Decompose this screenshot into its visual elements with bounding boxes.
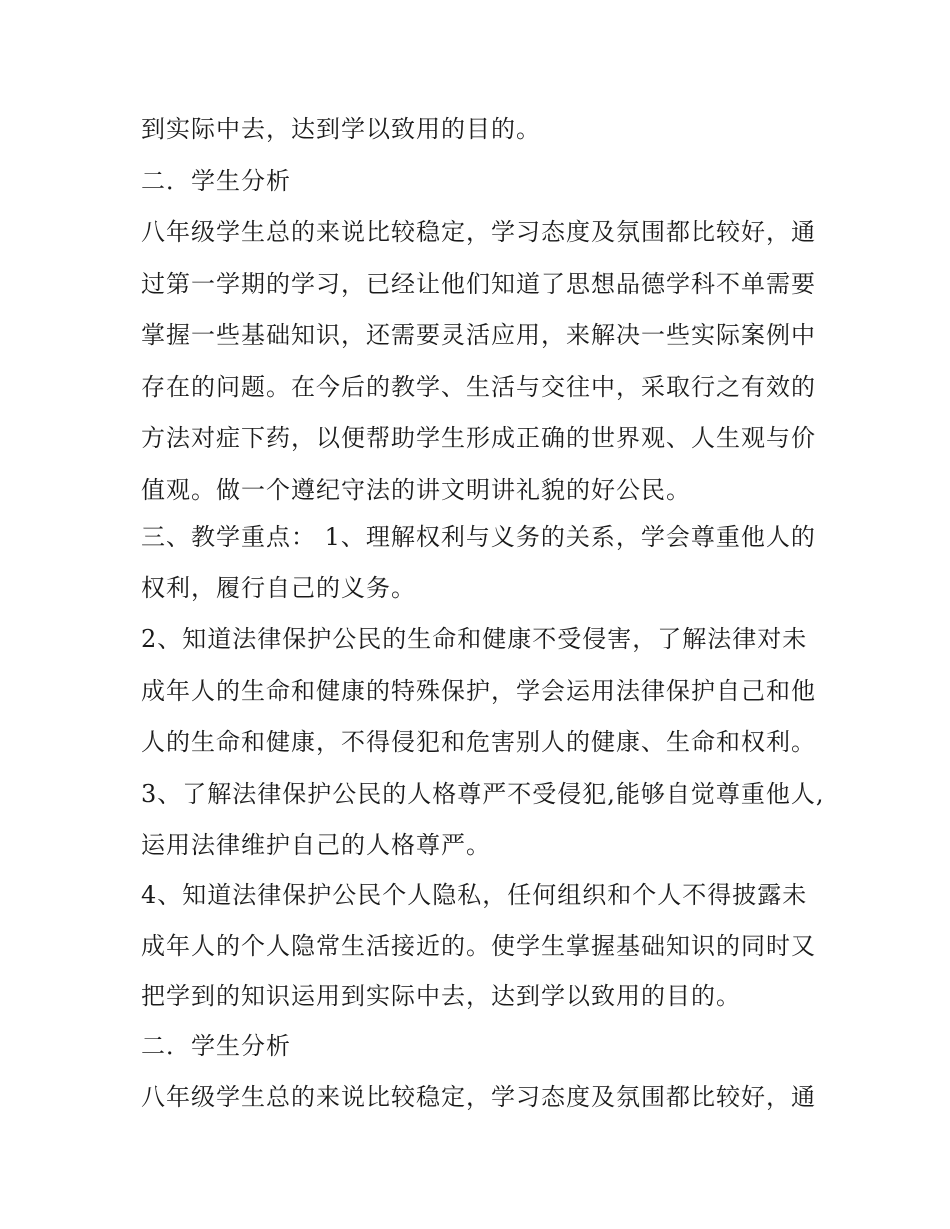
text-line: 成年人的生命和健康的特殊保护，学会运用法律保护自己和他 <box>141 677 816 705</box>
text-line: 掌握一些基础知识，还需要灵活应用，来解决一些实际案例中 <box>141 321 816 349</box>
text-line: 八年级学生总的来说比较稳定，学习态度及氛围都比较好，通 <box>141 218 816 246</box>
text-line: 八年级学生总的来说比较稳定，学习态度及氛围都比较好，通 <box>141 1083 816 1111</box>
text-line: 运用法律维护自己的人格尊严。 <box>141 831 491 859</box>
text-line: 3、了解法律保护公民的人格尊严不受侵犯,能够自觉尊重他人, <box>141 780 825 808</box>
text-line: 值观。做一个遵纪守法的讲文明讲礼貌的好公民。 <box>141 476 691 504</box>
text-line: 存在的问题。在今后的教学、生活与交往中，采取行之有效的 <box>141 373 816 401</box>
text-line: 权利，履行自己的义务。 <box>141 574 416 602</box>
section-heading: 二．学生分析 <box>141 1032 291 1060</box>
text-line: 把学到的知识运用到实际中去，达到学以致用的目的。 <box>141 982 741 1010</box>
text-line: 2、知道法律保护公民的生命和健康不受侵害，了解法律对未 <box>141 625 808 653</box>
section-heading: 三、教学重点： 1、理解权利与义务的关系，学会尊重他人的 <box>141 523 816 551</box>
text-line: 成年人的个人隐常生活接近的。使学生掌握基础知识的同时又 <box>141 932 816 960</box>
text-line: 4、知道法律保护公民个人隐私，任何组织和个人不得披露未 <box>141 881 808 909</box>
text-line: 方法对症下药，以便帮助学生形成正确的世界观、人生观与价 <box>141 424 816 452</box>
text-line: 人的生命和健康，不得侵犯和危害别人的健康、生命和权利。 <box>141 728 816 756</box>
text-line: 过第一学期的学习，已经让他们知道了思想品德学科不单需要 <box>141 270 816 298</box>
text-line: 到实际中去，达到学以致用的目的。 <box>141 115 541 143</box>
section-heading: 二．学生分析 <box>141 167 291 195</box>
